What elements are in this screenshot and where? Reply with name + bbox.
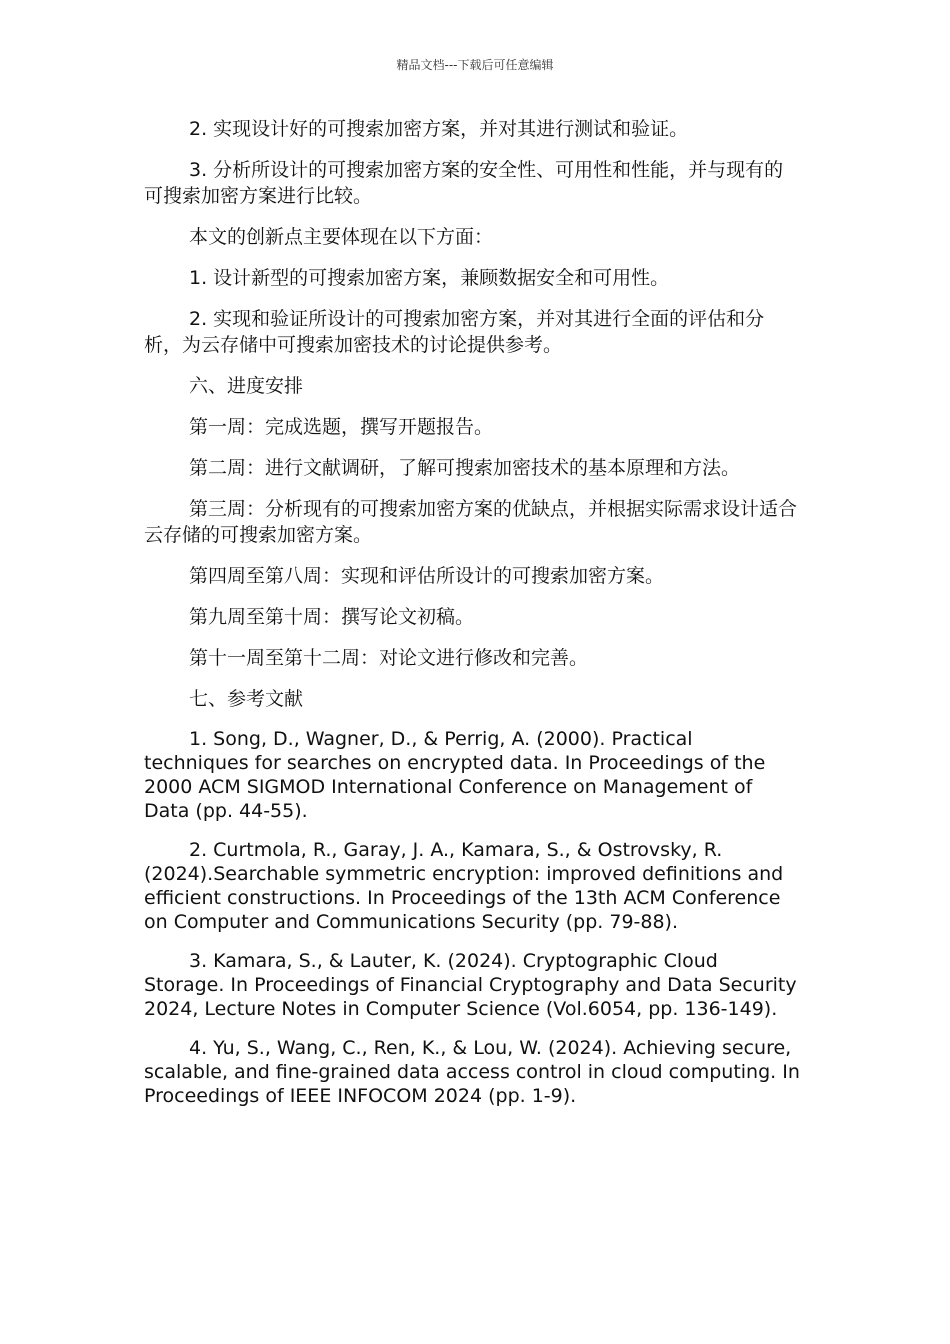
- section-heading-references: 七、参考文献: [189, 688, 304, 710]
- document-body: [144, 116, 800, 1123]
- schedule-week-3: 第三周：分析现有的可搜索加密方案的优缺点，并根据实际需求设计适合云存储的可搜索加密方案。: [144, 498, 798, 546]
- schedule-week-11-12: 第十一周至第十二周：对论文进行修改和完善。: [189, 647, 589, 669]
- reference-4: 4. Yu, S., Wang, C., Ren, K., & Lou, W. (2024). Achieving secure, scalable, and fine-grained data access control in cloud computing. In Proceedings of IEEE INFOCOM 2024 (pp. 1-9).: [144, 1037, 800, 1107]
- section-heading-schedule: 六、进度安排: [189, 375, 304, 397]
- paragraph-objective-2: 2. 实现设计好的可搜索加密方案，并对其进行测试和验证。: [189, 118, 689, 140]
- schedule-week-1: 第一周：完成选题，撰写开题报告。: [189, 416, 494, 438]
- schedule-week-9-10: 第九周至第十周：撰写论文初稿。: [189, 606, 475, 628]
- paragraph-objective-3: 3. 分析所设计的可搜索加密方案的安全性、可用性和性能，并与现有的可搜索加密方案进行比较。: [144, 159, 784, 207]
- schedule-week-2: 第二周：进行文献调研，了解可搜索加密技术的基本原理和方法。: [189, 457, 741, 479]
- paragraph-innovation-1: 1. 设计新型的可搜索加密方案，兼顾数据安全和可用性。: [189, 267, 670, 289]
- paragraph-innovation-2: 2. 实现和验证所设计的可搜索加密方案，并对其进行全面的评估和分析，为云存储中可搜索加密技术的讨论提供参考。: [144, 308, 765, 356]
- page-header: 精品文档---下载后可任意编辑: [396, 58, 554, 72]
- schedule-week-4-8: 第四周至第八周：实现和评估所设计的可搜索加密方案。: [189, 565, 665, 587]
- reference-1: 1. Song, D., Wagner, D., & Perrig, A. (2000). Practical techniques for searches on encrypted data. In Proceedings of the 2000 ACM SIGMOD International Conference on Management of Data (pp. 44-55).: [144, 728, 766, 822]
- paragraph-innovation-intro: 本文的创新点主要体现在以下方面：: [189, 226, 494, 248]
- reference-2: 2. Curtmola, R., Garay, J. A., Kamara, S., & Ostrovsky, R. (2024).Searchable symmetric encryption: improved definitions and efficient constructions. In Proceedings of the 13th ACM Conference on Computer and Communications Security (pp. 79-88).: [144, 839, 784, 933]
- reference-3: 3. Kamara, S., & Lauter, K. (2024). Cryptographic Cloud Storage. In Proceedings of Financial Cryptography and Data Security 2024, Lecture Notes in Computer Science (Vol.6054, pp. 136-149).: [144, 950, 797, 1020]
